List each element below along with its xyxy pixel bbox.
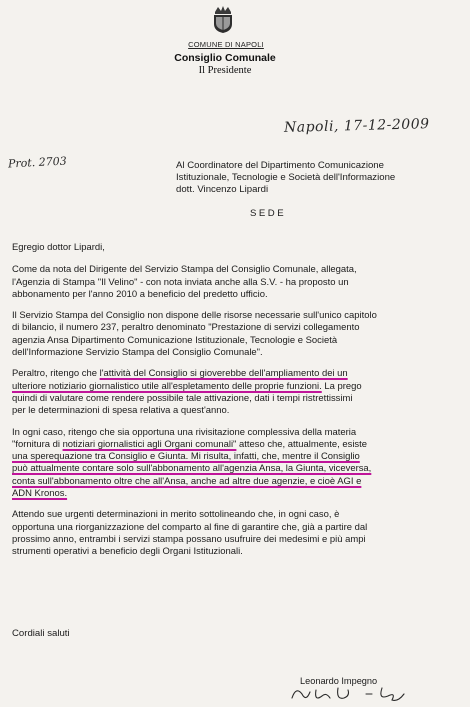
highlighted-text: conta sull'abbonamento oltre che all'Ansa, anche ad altre due agenzie, e cioè AGI e (12, 475, 362, 487)
addressee-block (176, 160, 466, 197)
salutation: Egregio dottor Lipardi, (12, 242, 105, 253)
text-segment: "fornitura di (12, 438, 63, 450)
paragraph-2 (12, 310, 464, 359)
addressee-line: dott. Vincenzo Lipardi (176, 184, 269, 196)
handwritten-signature (286, 684, 426, 706)
text-line: strumenti operativi a beneficio degli Organi Istituzionali. (12, 546, 243, 558)
council-role: Il Presidente (198, 65, 252, 76)
text-segment: La prego (321, 380, 362, 392)
coat-of-arms-icon (210, 6, 236, 34)
handwritten-date: Napoli, 17-12-2009 (283, 116, 430, 136)
text-segment: Peraltro, ritengo che (12, 368, 100, 380)
paragraph-3 (12, 368, 464, 417)
addressee-line: Al Coordinatore del Dipartimento Comunicazione (176, 160, 384, 171)
text-line: Attendo sue urgenti determinazioni in merito sottolineando che, in ogni caso, è (12, 509, 340, 521)
highlighted-text: l'attività del Consiglio si gioverebbe dell'ampliamento dei un (99, 368, 348, 380)
text-line: Il Servizio Stampa del Consiglio non dispone delle risorse necessarie sull'unico capitolo (12, 310, 377, 322)
text-line (12, 381, 464, 393)
closing-greeting: Cordiali saluti (12, 628, 70, 639)
sede-label: SEDE (250, 208, 287, 219)
text-line: abbonamento per l'anno 2010 a beneficio del predetto ufficio. (12, 288, 268, 300)
text-line: Come da nota del Dirigente del Servizio Stampa del Consiglio Comunale, allegata, (12, 264, 357, 276)
text-line (12, 439, 464, 451)
text-segment: atteso che, attualmente, esiste (236, 438, 368, 450)
text-line: dell'Informazione Servizio Stampa del Consiglio Comunale". (12, 347, 263, 359)
text-line (12, 368, 464, 380)
text-line: quindi di valutare come rendere possibile tale attivazione, dati i tempi ristrettissimi (12, 392, 353, 404)
text-line: per le determinazioni di spesa relativa a quest'anno. (12, 405, 230, 417)
highlighted-text: può attualmente contare solo sull'abbonamento all'agenzia Ansa, la Giunta, viceversa, (12, 463, 372, 475)
paragraph-5 (12, 509, 464, 558)
highlighted-text: notiziari giornalistici agli Organi comunali" (62, 438, 237, 450)
text-line: di bilancio, il numero 237, peraltro denominato "Prestazione di servizi collegamento (12, 322, 360, 334)
council-title: Consiglio Comunale (174, 52, 276, 64)
highlighted-text: una sperequazione tra Consiglio e Giunta. Mi risulta, infatti, che, mentre il Consiglio (12, 451, 360, 463)
paragraph-1 (12, 264, 464, 301)
addressee-line: Istituzionale, Tecnologie e Società dell'Informazione (176, 172, 396, 184)
paragraph-4 (12, 427, 464, 501)
text-line: agenzia Ansa Dipartimento Comunicazione Istituzionale, Tecnologie e Società (12, 334, 338, 346)
handwritten-protocol: Prot. 2703 (7, 154, 68, 171)
text-line: prossimo anno, entrambi i servizi stampa possano usufruire dei medesimi e più ampi (12, 533, 366, 545)
text-line: l'Agenzia di Stampa "Il Velino" - con nota inviata anche alla S.V. - ha proposto un (12, 276, 349, 288)
text-line: In ogni caso, ritengo che sia opportuna una rivisitazione complessiva della materia (12, 426, 357, 438)
highlighted-text: ulteriore notiziario giornalistico utile all'espletamento delle proprie funzioni. (12, 380, 322, 392)
comune-label: COMUNE DI NAPOLI (188, 40, 264, 49)
letter-body (12, 242, 464, 568)
text-line: opportuna una riorganizzazione del comparto al fine di garantire che, già a partire dal (12, 521, 368, 533)
signer-name: Leonardo Impegno (300, 676, 378, 686)
highlighted-text: ADN Kronos. (12, 488, 68, 500)
